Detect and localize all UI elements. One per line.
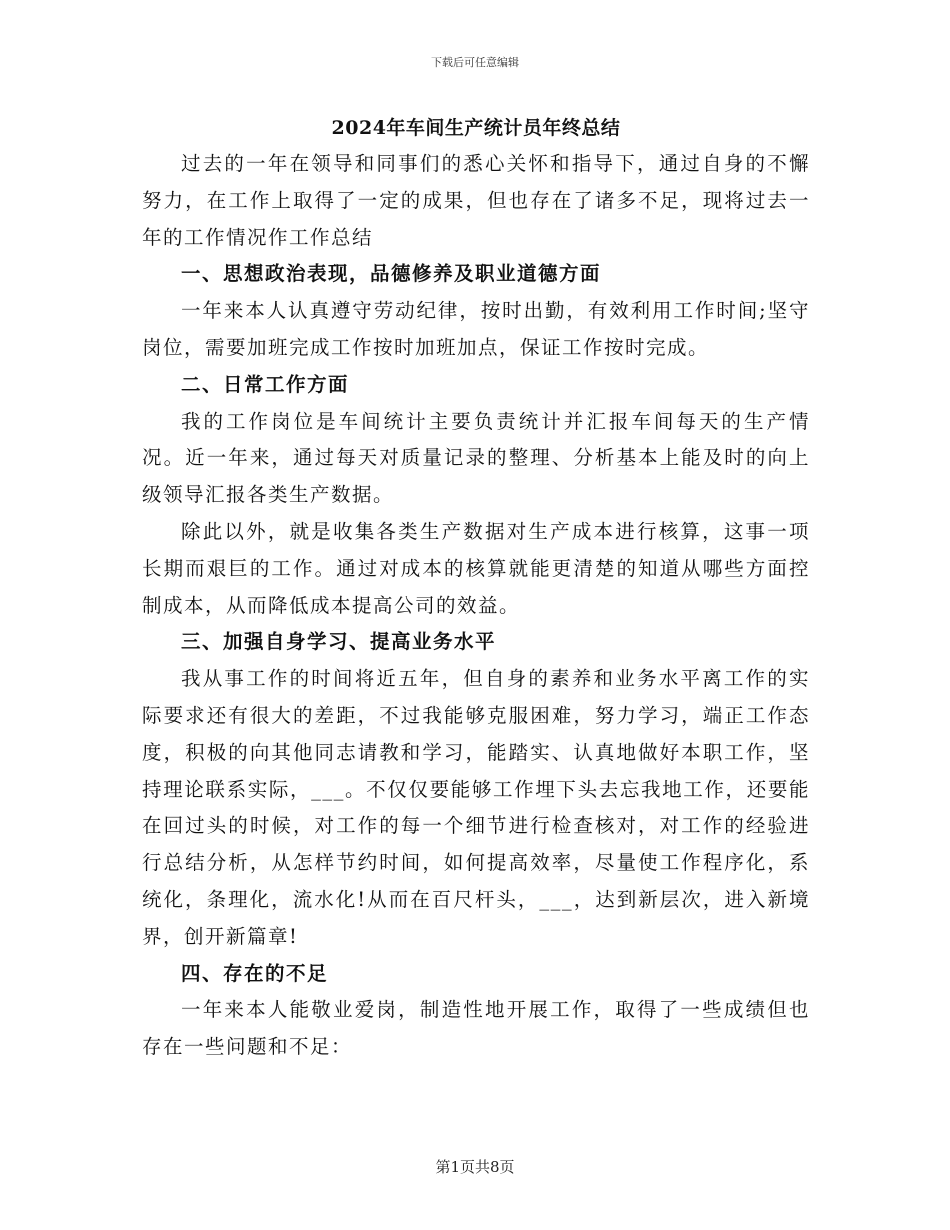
section-4-paragraph: 一年来本人能敬业爱岗，制造性地开展工作，取得了一些成绩但也存在一些问题和不足：: [142, 998, 810, 1059]
document-title: 2024年车间生产统计员年终总结: [331, 117, 621, 139]
header-note: 下载后可任意编辑: [431, 56, 519, 69]
document-body: [142, 110, 810, 1066]
section-1-paragraph: 一年来本人认真遵守劳动纪律，按时出勤，有效利用工作时间;坚守岗位，需要加班完成工作按时加班加点，保证工作按时完成。: [142, 299, 810, 359]
page-number: 第1页共8页: [435, 1158, 515, 1176]
section-3-paragraph: 我从事工作的时间将近五年，但自身的素养和业务水平离工作的实际要求还有很大的差距，不过我能够克服困难，努力学习，端正工作态度，积极的向其他同志请教和学习，能踏实、认真地做好本职工作，坚持理论联系实际，___。不仅仅要能够工作埋下头去忘我地工作，还要能在回过头的时候，对工作的每一个细节进行检查核对，对工作的经验进行总结分析，从怎样节约时间，如何提高效率，尽量使工作程序化，系统化，条理化，流水化!从而在百尺杆头，___，达到新层次，进入新境界，创开新篇章!: [142, 667, 810, 948]
section-2-paragraph-1: 我的工作岗位是车间统计主要负责统计并汇报车间每天的生产情况。近一年来，通过每天对质量记录的整理、分析基本上能及时的向上级领导汇报各类生产数据。: [142, 409, 810, 507]
intro-paragraph: 过去的一年在领导和同事们的悉心关怀和指导下，通过自身的不懈努力，在工作上取得了一定的成果，但也存在了诸多不足，现将过去一年的工作情况作工作总结: [142, 152, 810, 249]
section-heading-4: 四、存在的不足: [181, 961, 329, 985]
section-heading-3: 三、加强自身学习、提高业务水平: [181, 630, 497, 654]
section-2-paragraph-2: 除此以外，就是收集各类生产数据对生产成本进行核算，这事一项长期而艰巨的工作。通过对成本的核算就能更清楚的知道从哪些方面控制成本，从而降低成本提高公司的效益。: [142, 519, 810, 617]
section-heading-1: 一、思想政治表现，品德修养及职业道德方面: [181, 262, 602, 286]
section-heading-2: 二、日常工作方面: [181, 372, 350, 396]
